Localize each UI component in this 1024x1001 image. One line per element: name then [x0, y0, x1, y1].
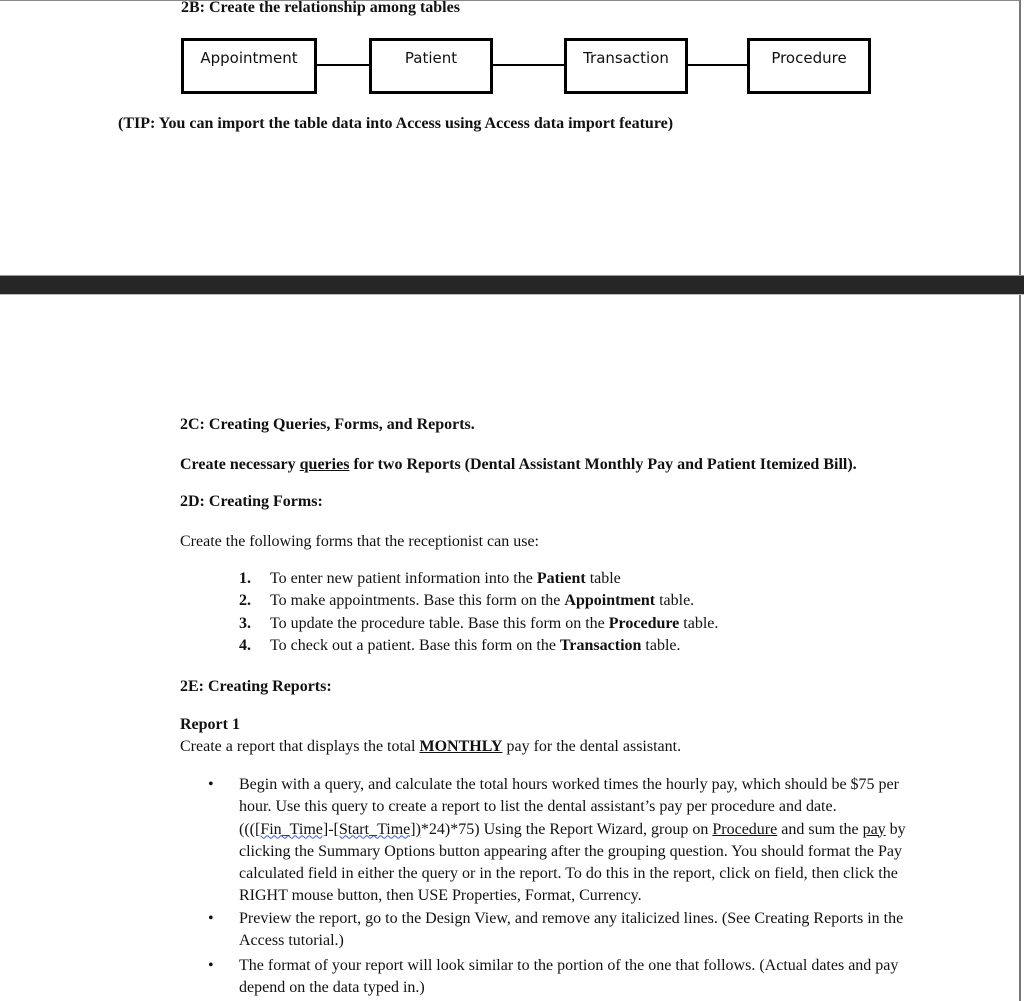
- form-list-item: [239, 637, 681, 655]
- form-list-item: [239, 615, 718, 633]
- list-number: 2.: [239, 592, 251, 609]
- bullet-text: ): [415, 820, 421, 838]
- table-box-appointment: Appointment: [181, 38, 317, 94]
- bullet-text: -: [328, 820, 334, 838]
- list-bold: Patient: [536, 570, 586, 587]
- section-heading-2b: 2B: Create the relationship among tables: [181, 0, 460, 16]
- bullet-text: by clicking the Summary Options button appearing after the grouping question. You should format the Pay calculated field in either the query or in the report. To do this in the report, click on field, then click the RIGHT mouse button, then USE Properties, Format, Currency.: [239, 820, 906, 905]
- tip-text: (TIP: You can import the table data into Access using Access data import feature): [118, 115, 674, 132]
- section-heading-2c: 2C: Creating Queries, Forms, and Reports.: [180, 416, 475, 433]
- report1-bullet-1: [239, 774, 909, 908]
- report1-bullet-2: Preview the report, go to the Design View, and remove any italicized lines. (See Creating Reports in the Access tutorial.): [239, 910, 904, 950]
- report1-bullet-3: The format of your report will look similar to the portion of the one that follows. (Actual dates and pay depend on the data typed in.): [239, 957, 899, 997]
- relationship-line: [688, 64, 747, 66]
- list-text: To check out a patient. Base this form on the: [270, 637, 560, 654]
- bullet-icon: •: [208, 957, 214, 974]
- list-bold: Transaction: [559, 637, 642, 654]
- bullet-icon: •: [208, 776, 214, 793]
- section-heading-2e: 2E: Creating Reports:: [180, 678, 332, 695]
- list-number: 4.: [239, 637, 251, 654]
- list-text: To update the procedure table. Base this form on the: [270, 615, 609, 632]
- table-box-transaction: Transaction: [564, 38, 688, 94]
- document-page-2: [0, 295, 1021, 1001]
- list-text: To make appointments. Base this form on the: [270, 592, 565, 609]
- list-number: 3.: [239, 615, 251, 632]
- queries-instruction: [180, 454, 857, 476]
- queries-underlined: queries: [299, 456, 350, 473]
- bullet-text: Begin with a query, and calculate the total hours worked times the hourly pay, which should be $75 per hour. Use this query to create a report to list the dental assistant’s pay per procedure and date. (((: [239, 776, 899, 838]
- monthly-emphasis: MONTHLY: [419, 738, 503, 755]
- list-text: table.: [679, 615, 719, 632]
- pay-underlined: pay: [862, 820, 886, 838]
- bullet-text: *24)*75) Using the Report Wizard, group on: [420, 820, 713, 838]
- bullet-icon: •: [208, 910, 214, 927]
- form-list-item: [239, 592, 694, 610]
- document-page-1: [0, 0, 1021, 275]
- relationship-line: [493, 64, 564, 66]
- report1-title: Report 1: [180, 716, 240, 733]
- list-text: To enter new patient information into the: [270, 570, 537, 587]
- table-box-patient: Patient: [369, 38, 493, 94]
- list-text: table.: [641, 637, 681, 654]
- forms-intro: Create the following forms that the receptionist can use:: [180, 533, 539, 550]
- list-bold: Procedure: [608, 615, 680, 632]
- list-text: table: [585, 570, 621, 587]
- relationship-line: [317, 64, 369, 66]
- section-heading-2d: 2D: Creating Forms:: [180, 493, 323, 510]
- field-start-time: [Start_Time]: [333, 820, 416, 838]
- field-fin-time: [Fin_Time]: [254, 820, 329, 838]
- desc-text: Create a report that displays the total: [180, 738, 420, 755]
- queries-text-pre: Create necessary: [180, 456, 300, 473]
- report1-description: [180, 736, 681, 758]
- desc-text: pay for the dental assistant.: [502, 738, 682, 755]
- queries-text-post: for two Reports (Dental Assistant Monthly Pay and Patient Itemized Bill).: [349, 456, 857, 473]
- procedure-underlined: Procedure: [712, 820, 778, 838]
- form-list-item: [239, 570, 621, 588]
- list-bold: Appointment: [564, 592, 656, 609]
- bullet-text: and sum the: [777, 820, 863, 838]
- list-text: table.: [655, 592, 695, 609]
- table-box-procedure: Procedure: [747, 38, 871, 94]
- list-number: 1.: [239, 570, 251, 587]
- page-separator: [0, 275, 1024, 295]
